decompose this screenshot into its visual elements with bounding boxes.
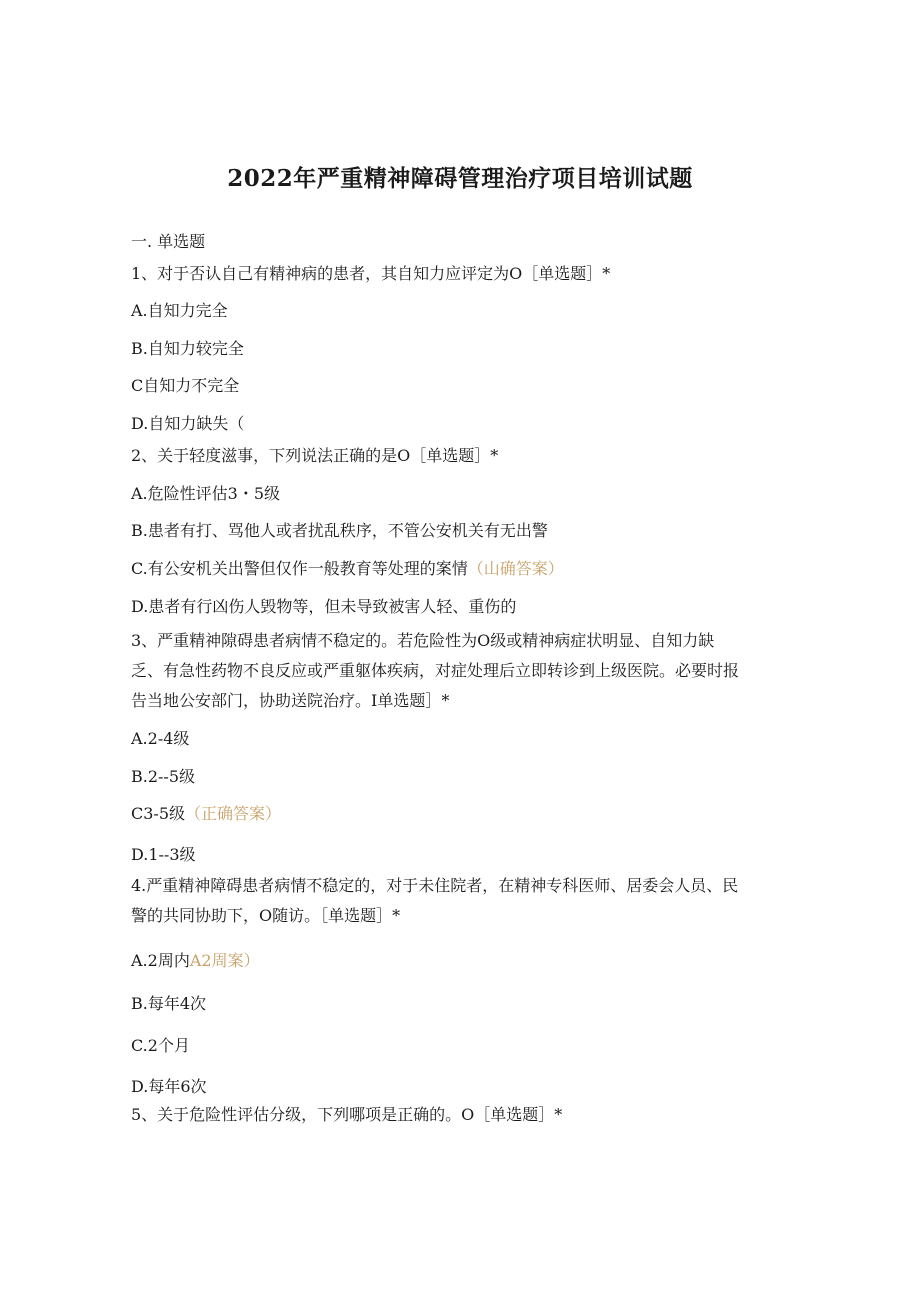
question-2-stem: 2、关于轻度滋事，下列说法正确的是O［单选题］*: [131, 446, 499, 465]
document-title: 2022年严重精神障碍管理治疗项目培训试题: [227, 165, 693, 192]
question-4-stem-line-1: 4.严重精神障碍患者病情不稳定的，对于未住院者，在精神专科医师、居委会人员、民: [131, 876, 739, 895]
question-4-option-c: C.2个月: [131, 1036, 190, 1055]
question-2-option-d: D.患者有行凶伤人毁物等，但未导致被害人轻、重伤的: [131, 597, 517, 616]
question-3-answer-mark: （正确答案）: [185, 804, 282, 823]
question-4-option-a: [131, 951, 260, 971]
question-2-answer-mark: （山确答案）: [467, 559, 564, 578]
question-3-stem-line-3: 告当地公安部门，协助送院治疗。I单选题］*: [131, 691, 450, 710]
question-3-option-c-text: C3-5级: [131, 804, 186, 823]
question-2-option-c: [131, 559, 564, 579]
question-2-option-a: A.危险性评估3・5级: [131, 484, 281, 503]
question-4-option-a-text: A.2周内: [131, 951, 190, 970]
question-2-option-b: B.患者有打、骂他人或者扰乱秩序，不管公安机关有无出警: [131, 521, 548, 540]
question-1-option-b: B.自知力较完全: [131, 339, 244, 358]
question-1-option-c: C自知力不完全: [131, 376, 240, 395]
question-4-option-d: D.每年6次: [131, 1077, 207, 1096]
question-3-option-a: A.2-4级: [131, 729, 190, 748]
question-5-stem: 5、关于危险性评估分级，下列哪项是正确的。O［单选题］*: [131, 1105, 563, 1124]
question-1-option-d: D.自知力缺失（: [131, 414, 245, 433]
question-4-stem: [131, 871, 791, 931]
question-4-option-b: B.每年4次: [131, 994, 207, 1013]
question-3-stem: [131, 626, 791, 716]
question-3-option-b: B.2--5级: [131, 767, 196, 786]
question-3-option-c: [131, 804, 281, 824]
question-4-stem-line-2: 警的共同协助下，O随访。［单选题］*: [131, 906, 401, 925]
section-heading: 一. 单选题: [131, 232, 206, 251]
question-3-option-d: D.1--3级: [131, 845, 196, 864]
question-3-stem-line-1: 3、严重精神隙碍患者病情不稳定的。若危险性为O级或精神病症状明显、自知力缺: [131, 631, 715, 650]
question-4-answer-mark: A2周案）: [189, 951, 260, 970]
question-2-option-c-text: C.有公安机关出警但仅作一般教育等处理的案情: [131, 559, 468, 578]
question-1-stem: 1、对于否认自己有精神病的患者，其自知力应评定为O［单选题］*: [131, 264, 611, 283]
question-1-option-a: A.自知力完全: [131, 301, 228, 320]
question-3-stem-line-2: 乏、有急性药物不良反应或严重躯体疾病，对症处理后立即转诊到上级医院。必要时报: [131, 661, 740, 680]
